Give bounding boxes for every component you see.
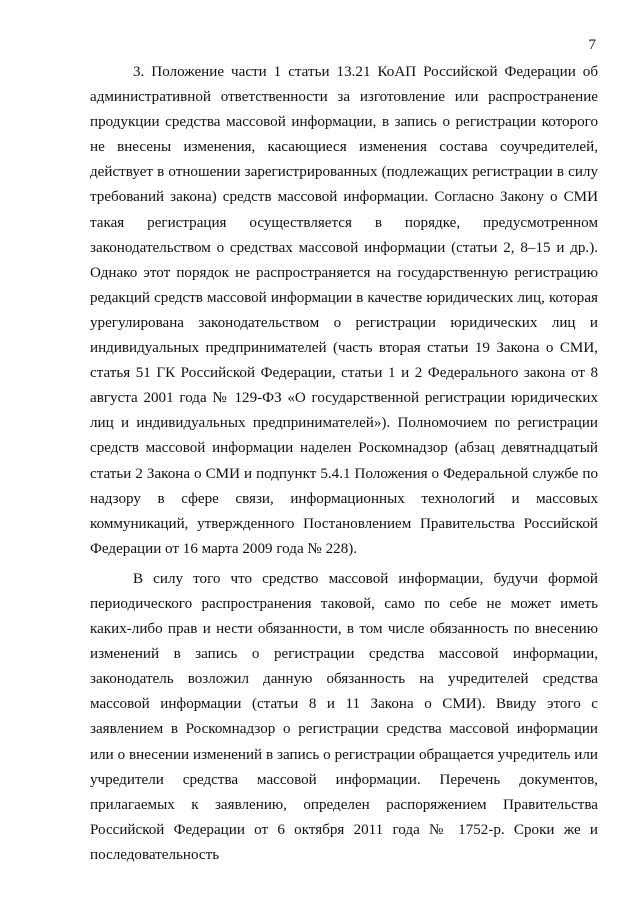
paragraph: 3. Положение части 1 статьи 13.21 КоАП Российской Федерации об административной ответственности за изготовление или распространение продукции средства массовой информации, в запись о регистрации которого не внесены изменения, касающиеся изменения состава соучредителей, действует в отношении зарегистрированных (подлежащих регистрации в силу требований закона) средств массовой информации. Согласно Закону о СМИ такая регистрация осуществляется в порядке, предусмотренном законодательством о средствах массовой информации (статьи 2, 8–15 и др.). Однако этот порядок не распространяется на государственную регистрацию редакций средств массовой информации в качестве юридических лиц, которая урегулирована законодательством о регистрации юридических лиц и индивидуальных предпринимателей (часть вторая статьи 19 Закона о СМИ, статья 51 ГК Российской Федерации, статьи 1 и 2 Федерального закона от 8 августа 2001 года № 129-ФЗ «О государственной регистрации юридических лиц и индивидуальных предпринимателей»). Полномочием по регистрации средств массовой информации наделен Роскомнадзор (абзац девятнадцатый статьи 2 Закона о СМИ и подпункт 5.4.1 Положения о Федеральной службе по надзору в сфере связи, информационных технологий и массовых коммуникаций, утвержденного Постановлением Правительства Российской Федерации от 16 марта 2009 года № 228). bbox=[90, 64, 598, 557]
document-body bbox=[90, 60, 598, 868]
page-number: 7 bbox=[588, 37, 596, 53]
paragraph: В силу того что средство массовой информации, будучи формой периодического распространения таковой, само по себе не может иметь каких-либо прав и нести обязанности, в том числе обязанность по внесению изменений в запись о регистрации средства массовой информации, законодатель возложил данную обязанность на учредителей средства массовой информации (статьи 8 и 11 Закона о СМИ). Ввиду этого с заявлением в Роскомнадзор о регистрации средства массовой информации или о внесении изменений в запись о регистрации обращается учредитель или учредители средства массовой информации. Перечень документов, прилагаемых к заявлению, определен распоряжением Правительства Российской Федерации от 6 октября 2011 года № 1752-р. Сроки же и последовательность bbox=[90, 570, 598, 863]
